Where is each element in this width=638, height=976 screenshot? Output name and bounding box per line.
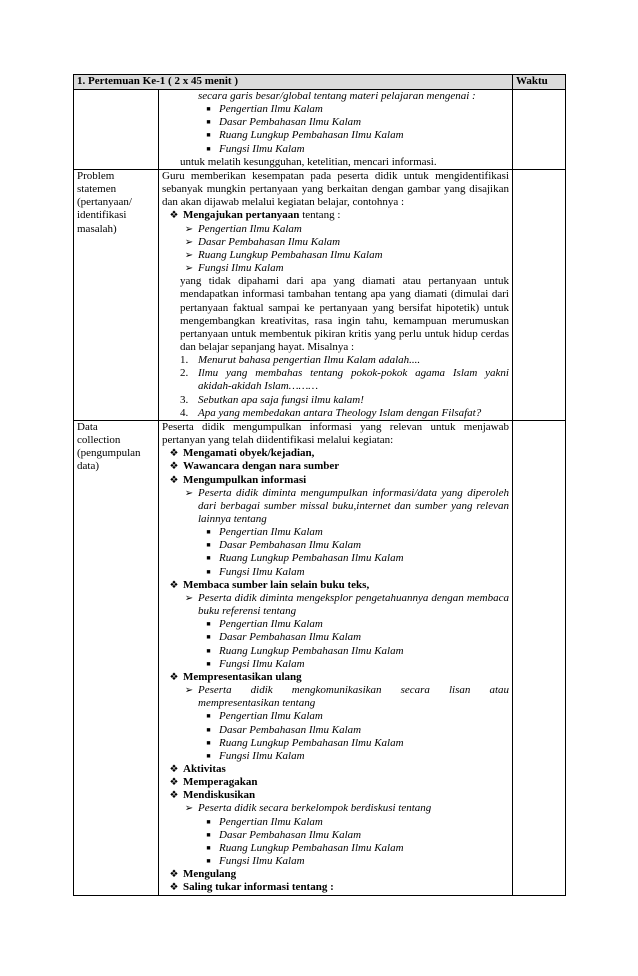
list-item: ■ Pengertian Ilmu Kalam <box>162 526 509 539</box>
problem-description: Guru memberikan kesempatan pada peserta didik untuk mengidentifikasi sebanyak mungkin pertanyaan yang berkaitan dengan gambar yang disajikan dan akan dijawab melalui kegiatan belajar, contohnya : <box>162 169 509 209</box>
diamond-bullet-icon: ❖ <box>169 461 179 473</box>
list-item: ■ Fungsi Ilmu Kalam <box>162 658 509 671</box>
square-bullet-icon: ■ <box>206 554 211 563</box>
list-item: ❖ Mengumpulkan informasi <box>162 474 509 487</box>
arrow-bullet-icon: ➢ <box>184 592 194 604</box>
square-bullet-icon: ■ <box>206 567 211 576</box>
list-item: ■ Dasar Pembahasan Ilmu Kalam <box>162 724 509 737</box>
square-bullet-icon: ■ <box>206 817 211 826</box>
intro-label-cell <box>74 90 159 170</box>
list-item: ■ Ruang Lungkup Pembahasan Ilmu Kalam <box>162 552 509 565</box>
table-header-row <box>74 75 566 90</box>
list-item: ❖ Mengulang <box>162 868 509 881</box>
meeting-title: 1. Pertemuan Ke-1 ( 2 x 45 menit ) <box>74 75 513 90</box>
question-item: 3. Sebutkan apa saja fungsi ilmu kalam! <box>180 393 364 406</box>
list-item: ■ Dasar Pembahasan Ilmu Kalam <box>162 539 509 552</box>
arrow-bullet-icon: ➢ <box>184 249 194 261</box>
waktu-cell <box>513 420 566 895</box>
list-item: ■ Ruang Lungkup Pembahasan Ilmu Kalam <box>162 842 509 855</box>
square-bullet-icon: ■ <box>206 620 211 629</box>
arrow-bullet-icon: ➢ <box>184 487 194 499</box>
list-item: ■ Pengertian Ilmu Kalam <box>162 618 509 631</box>
waktu-header: Waktu <box>513 75 566 90</box>
data-collection-row <box>74 420 566 895</box>
diamond-bullet-icon: ❖ <box>169 869 179 881</box>
list-item: ❖ Mendiskusikan <box>162 789 509 802</box>
list-item: ■ Ruang Lungkup Pembahasan Ilmu Kalam <box>162 129 509 142</box>
list-item: ❖ Memperagakan <box>162 776 509 789</box>
diamond-bullet-icon: ❖ <box>169 671 179 683</box>
intro-content-cell <box>159 90 513 170</box>
list-item: ➢ Ruang Lungkup Pembahasan Ilmu Kalam <box>162 249 509 262</box>
list-item: ❖ Mengajukan pertanyaan tentang : <box>162 209 509 222</box>
square-bullet-icon: ■ <box>206 528 211 537</box>
square-bullet-icon: ■ <box>206 659 211 668</box>
list-item: ■ Ruang Lungkup Pembahasan Ilmu Kalam <box>162 645 509 658</box>
square-bullet-icon: ■ <box>206 131 211 140</box>
list-item: ❖ Saling tukar informasi tentang : <box>162 881 509 894</box>
diamond-bullet-icon: ❖ <box>169 579 179 591</box>
list-item: ➢ Peserta didik mengkomunikasikan secara lisan atau mempresentasikan tentang <box>162 684 509 710</box>
square-bullet-icon: ■ <box>206 541 211 550</box>
square-bullet-icon: ■ <box>206 725 211 734</box>
data-description: Peserta didik mengumpulkan informasi yang relevan untuk menjawab pertanyan yang telah diidentifikasi melalui kegiatan: <box>162 420 509 447</box>
list-item: ❖ Wawancara dengan nara sumber <box>162 460 509 473</box>
diamond-bullet-icon: ❖ <box>169 790 179 802</box>
question-item: 4. Apa yang membedakan antara Theology Islam dengan Filsafat? <box>180 406 482 419</box>
square-bullet-icon: ■ <box>206 843 211 852</box>
diamond-bullet-icon: ❖ <box>169 448 179 460</box>
diamond-bullet-icon: ❖ <box>169 777 179 789</box>
list-item: ■ Fungsi Ilmu Kalam <box>162 566 509 579</box>
diamond-bullet-icon: ❖ <box>169 882 179 894</box>
list-item: ■ Dasar Pembahasan Ilmu Kalam <box>162 829 509 842</box>
data-content-cell <box>159 420 513 895</box>
list-item: ➢ Peserta didik diminta mengeksplor pengetahuannya dengan membaca buku referensi tentang <box>162 592 509 618</box>
intro-row <box>74 90 566 170</box>
list-item: ➢ Peserta didik diminta mengumpulkan informasi/data yang diperoleh dari berbagai sumber missal buku,internet dan sumber yang relevan lainnya tentang <box>162 487 509 526</box>
problem-label-cell: Problem statemen (pertanyaan/ identifikasi masalah) <box>74 169 159 420</box>
list-item: ■ Ruang Lungkup Pembahasan Ilmu Kalam <box>162 737 509 750</box>
list-item: ■ Dasar Pembahasan Ilmu Kalam <box>162 116 509 129</box>
square-bullet-icon: ■ <box>206 633 211 642</box>
square-bullet-icon: ■ <box>206 105 211 114</box>
list-item: ■ Pengertian Ilmu Kalam <box>162 710 509 723</box>
intro-line: secara garis besar/global tentang materi pelajaran mengenai : <box>198 90 476 102</box>
square-bullet-icon: ■ <box>206 857 211 866</box>
problem-body: yang tidak dipahami dari apa yang diamati atau pertanyaan untuk mendapatkan informasi tambahan tentang apa yang diamati (dimulai dari pertanyaan faktual sampai ke pertanyaan yang bersifat hipotetik) untuk mengembangkan kreativitas, rasa ingin tahu, kemampuan merumuskan pertanyaan untuk membentuk pikiran kritis yang perlu untuk hidup cerdas dan belajar sepanjang hayat. Misalnya : <box>180 275 509 353</box>
square-bullet-icon: ■ <box>206 712 211 721</box>
diamond-bullet-icon: ❖ <box>169 763 179 775</box>
arrow-bullet-icon: ➢ <box>184 223 194 235</box>
waktu-cell <box>513 169 566 420</box>
list-item: ■ Fungsi Ilmu Kalam <box>162 143 509 156</box>
list-item: ■ Dasar Pembahasan Ilmu Kalam <box>162 631 509 644</box>
arrow-bullet-icon: ➢ <box>184 803 194 815</box>
list-item: ■ Fungsi Ilmu Kalam <box>162 750 509 763</box>
list-item: ➢ Dasar Pembahasan Ilmu Kalam <box>162 236 509 249</box>
arrow-bullet-icon: ➢ <box>184 685 194 697</box>
square-bullet-icon: ■ <box>206 830 211 839</box>
question-item: 1. Menurut bahasa pengertian Ilmu Kalam adalah.... <box>180 354 421 367</box>
list-item: ➢ Pengertian Ilmu Kalam <box>162 223 509 236</box>
list-item: ■ Fungsi Ilmu Kalam <box>162 855 509 868</box>
intro-closing: untuk melatih kesungguhan, ketelitian, mencari informasi. <box>180 155 437 168</box>
problem-row <box>74 169 566 420</box>
list-item: ❖ Membaca sumber lain selain buku teks, <box>162 579 509 592</box>
list-item: ❖ Aktivitas <box>162 763 509 776</box>
arrow-bullet-icon: ➢ <box>184 263 194 275</box>
diamond-bullet-icon: ❖ <box>169 474 179 486</box>
diamond-bullet-icon: ❖ <box>169 210 179 222</box>
square-bullet-icon: ■ <box>206 738 211 747</box>
data-label-cell: Data collection (pengumpulan data) <box>74 420 159 895</box>
list-item: ❖ Mengamati obyek/kejadian, <box>162 447 509 460</box>
list-item: ➢ Peserta didik secara berkelompok berdiskusi tentang <box>162 802 509 815</box>
question-item: 2. Ilmu yang membahas tentang pokok-pokok agama Islam yakni akidah-akidah Islam……… <box>180 367 509 393</box>
square-bullet-icon: ■ <box>206 751 211 760</box>
waktu-cell <box>513 90 566 170</box>
square-bullet-icon: ■ <box>206 144 211 153</box>
lesson-plan-table <box>73 74 566 896</box>
square-bullet-icon: ■ <box>206 118 211 127</box>
square-bullet-icon: ■ <box>206 646 211 655</box>
list-item: ■ Pengertian Ilmu Kalam <box>162 816 509 829</box>
list-item: ❖ Mempresentasikan ulang <box>162 671 509 684</box>
arrow-bullet-icon: ➢ <box>184 236 194 248</box>
list-item: ■ Pengertian Ilmu Kalam <box>162 103 509 116</box>
list-item: ➢ Fungsi Ilmu Kalam <box>162 262 509 275</box>
problem-content-cell <box>159 169 513 420</box>
